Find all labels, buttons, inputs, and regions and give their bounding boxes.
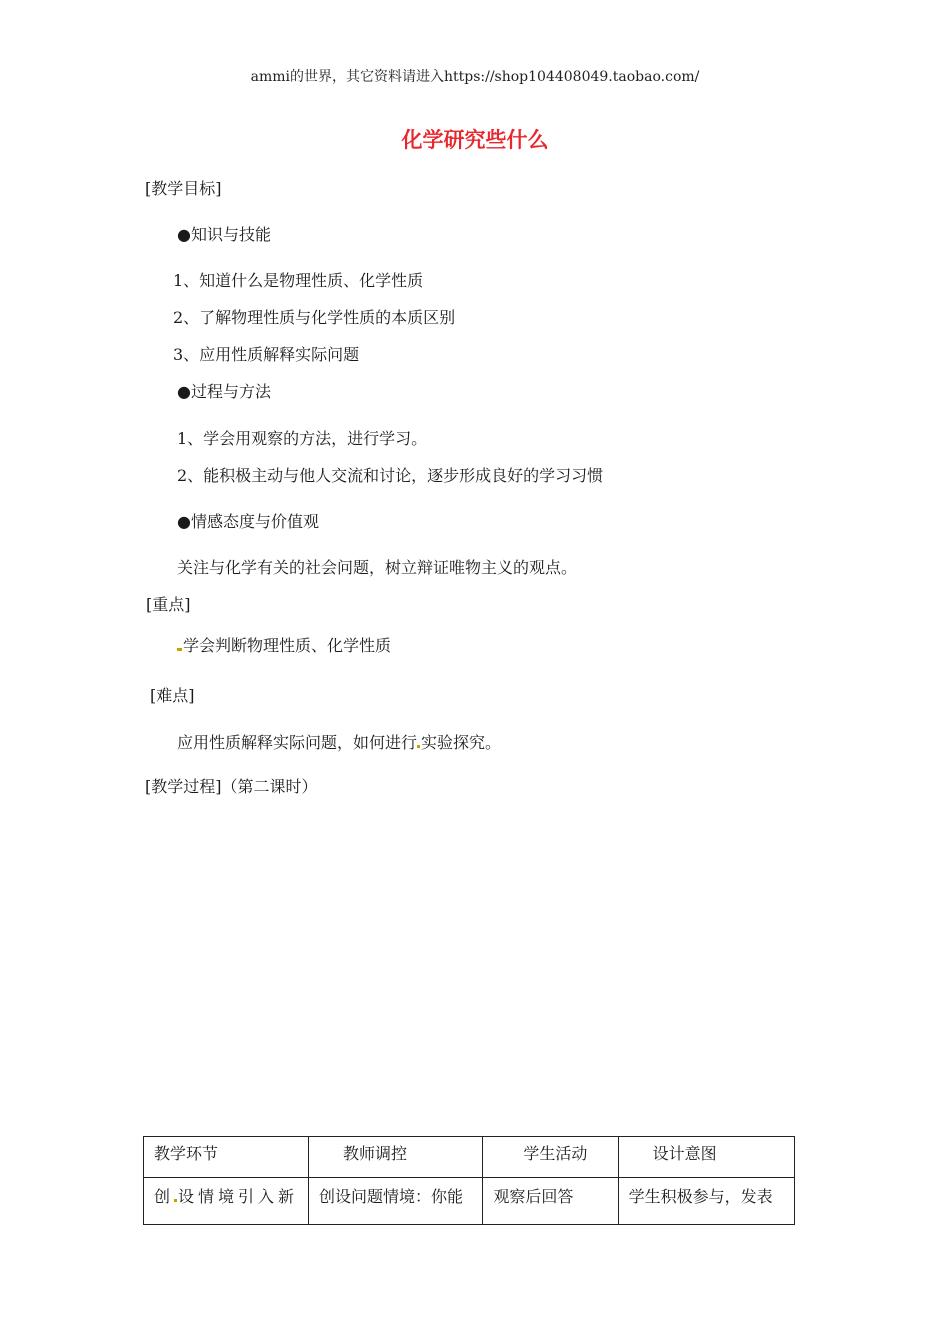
cell-student: 观察后回答 — [483, 1178, 618, 1225]
key-point-heading: [重点] — [146, 595, 191, 614]
difficulty-text-before: 应用性质解释实际问题，如何进行 — [177, 733, 418, 752]
teaching-process-heading: [教学过程]（第二课时） — [145, 777, 318, 796]
cell-stage — [144, 1178, 309, 1225]
page-header-source: ammi的世界，其它资料请进入https://shop104408049.taobao.com/ — [250, 69, 700, 85]
knowledge-item-1: 1、知道什么是物理性质、化学性质 — [173, 271, 424, 290]
header-cell-teacher: 教师调控 — [309, 1137, 483, 1178]
knowledge-item-3: 3、应用性质解释实际问题 — [173, 345, 360, 364]
key-point-text-content: 学会判断物理性质、化学性质 — [183, 636, 392, 655]
difficulty-text — [177, 730, 501, 753]
process-item-1: 1、学会用观察的方法，进行学习。 — [177, 429, 428, 448]
difficulty-text-after: 实验探究。 — [421, 733, 502, 752]
highlight-mark — [174, 1199, 177, 1202]
cell-teacher: 创设问题情境：你能 — [309, 1178, 483, 1225]
highlight-mark — [417, 745, 420, 748]
highlight-mark — [177, 648, 182, 651]
cell-intent: 学生积极参与，发表 — [618, 1178, 794, 1225]
key-point-text — [177, 633, 391, 656]
header-cell-intent: 设计意图 — [618, 1137, 794, 1178]
objectives-heading: [教学目标] — [145, 179, 222, 198]
teaching-process-table — [143, 1136, 795, 1225]
header-cell-stage: 教学环节 — [144, 1137, 309, 1178]
emotion-values-heading: ●情感态度与价值观 — [177, 512, 319, 531]
process-item-2: 2、能积极主动与他人交流和讨论，逐步形成良好的学习习惯 — [177, 466, 604, 485]
header-cell-student: 学生活动 — [483, 1137, 618, 1178]
knowledge-skills-heading: ●知识与技能 — [177, 225, 271, 244]
table-row — [144, 1178, 795, 1225]
cell-stage-part-2: 设情境引入新 — [178, 1187, 299, 1206]
knowledge-item-2: 2、了解物理性质与化学性质的本质区别 — [173, 308, 456, 327]
process-method-heading: ●过程与方法 — [177, 382, 271, 401]
emotion-values-text: 关注与化学有关的社会问题，树立辩证唯物主义的观点。 — [177, 558, 578, 577]
cell-stage-part-1: 创 — [154, 1187, 175, 1206]
difficulty-heading: [难点] — [150, 686, 195, 705]
document-title: 化学研究些什么 — [401, 128, 549, 152]
table-header-row — [144, 1137, 795, 1178]
